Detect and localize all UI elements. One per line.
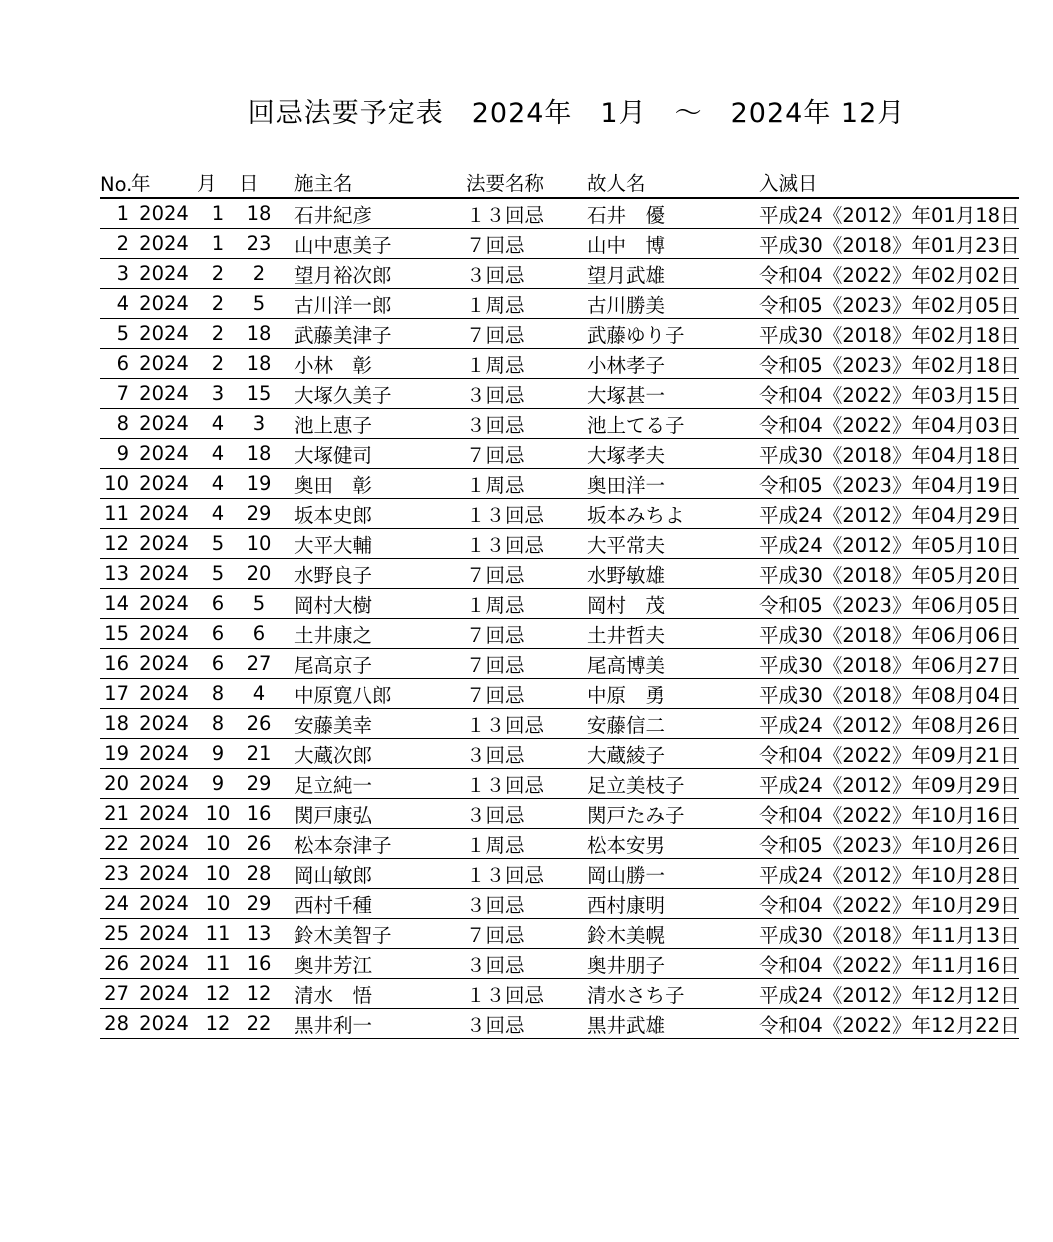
cell-host-name: 黒井利一 [279, 1009, 466, 1039]
cell-year: 2024 [131, 289, 197, 319]
cell-month: 4 [197, 439, 239, 469]
cell-month: 10 [197, 859, 239, 889]
cell-host-name: 岡村大樹 [279, 589, 466, 619]
cell-no: 7 [100, 379, 131, 409]
cell-host-name: 関戸康弘 [279, 799, 466, 829]
cell-day: 3 [239, 409, 279, 439]
table-row [100, 739, 1019, 769]
cell-host-name: 清水 悟 [279, 979, 466, 1009]
cell-no: 4 [100, 289, 131, 319]
cell-deceased-name: 中原 勇 [587, 679, 759, 709]
cell-host-name: 大塚健司 [279, 439, 466, 469]
cell-service-name: ３回忌 [466, 379, 587, 409]
cell-deceased-name: 山中 博 [587, 229, 759, 259]
cell-host-name: 大平大輔 [279, 529, 466, 559]
cell-host-name: 尾高京子 [279, 649, 466, 679]
cell-month: 11 [197, 919, 239, 949]
cell-day: 10 [239, 529, 279, 559]
cell-host-name: 古川洋一郎 [279, 289, 466, 319]
cell-year: 2024 [131, 889, 197, 919]
table-row [100, 379, 1019, 409]
cell-host-name: 武藤美津子 [279, 319, 466, 349]
table-row [100, 919, 1019, 949]
cell-year: 2024 [131, 649, 197, 679]
cell-no: 26 [100, 949, 131, 979]
cell-no: 5 [100, 319, 131, 349]
cell-service-name: ７回忌 [466, 229, 587, 259]
cell-death-date: 令和04《2022》年12月22日 [759, 1009, 1019, 1039]
cell-host-name: 安藤美幸 [279, 709, 466, 739]
cell-service-name: ７回忌 [466, 679, 587, 709]
cell-death-date: 令和04《2022》年10月16日 [759, 799, 1019, 829]
cell-year: 2024 [131, 499, 197, 529]
cell-day: 4 [239, 679, 279, 709]
cell-no: 1 [100, 198, 131, 229]
cell-host-name: 水野良子 [279, 559, 466, 589]
column-header-host: 施主名 [279, 166, 466, 198]
cell-year: 2024 [131, 919, 197, 949]
cell-day: 21 [239, 739, 279, 769]
cell-year: 2024 [131, 319, 197, 349]
cell-month: 2 [197, 349, 239, 379]
cell-deceased-name: 奥井朋子 [587, 949, 759, 979]
cell-deceased-name: 土井哲夫 [587, 619, 759, 649]
table-row [100, 559, 1019, 589]
cell-day: 28 [239, 859, 279, 889]
cell-no: 18 [100, 709, 131, 739]
cell-death-date: 平成30《2018》年05月20日 [759, 559, 1019, 589]
cell-month: 10 [197, 799, 239, 829]
cell-no: 25 [100, 919, 131, 949]
cell-day: 15 [239, 379, 279, 409]
cell-month: 1 [197, 229, 239, 259]
cell-day: 18 [239, 319, 279, 349]
cell-month: 5 [197, 529, 239, 559]
column-header-year: 年 [131, 166, 197, 198]
cell-death-date: 令和05《2023》年02月05日 [759, 289, 1019, 319]
cell-year: 2024 [131, 379, 197, 409]
cell-death-date: 平成24《2012》年01月18日 [759, 198, 1019, 229]
cell-no: 24 [100, 889, 131, 919]
table-row [100, 949, 1019, 979]
cell-service-name: ３回忌 [466, 889, 587, 919]
cell-month: 11 [197, 949, 239, 979]
table-header-row [100, 166, 1019, 198]
cell-host-name: 岡山敏郎 [279, 859, 466, 889]
cell-host-name: 西村千種 [279, 889, 466, 919]
cell-service-name: ７回忌 [466, 319, 587, 349]
cell-month: 2 [197, 259, 239, 289]
cell-month: 6 [197, 649, 239, 679]
cell-service-name: １３回忌 [466, 979, 587, 1009]
cell-day: 20 [239, 559, 279, 589]
cell-host-name: 坂本史郎 [279, 499, 466, 529]
cell-deceased-name: 大塚甚一 [587, 379, 759, 409]
cell-day: 26 [239, 709, 279, 739]
cell-host-name: 鈴木美智子 [279, 919, 466, 949]
cell-day: 18 [239, 439, 279, 469]
cell-year: 2024 [131, 979, 197, 1009]
cell-service-name: ７回忌 [466, 439, 587, 469]
cell-death-date: 令和04《2022》年02月02日 [759, 259, 1019, 289]
cell-host-name: 足立純一 [279, 769, 466, 799]
table-row [100, 349, 1019, 379]
cell-host-name: 小林 彰 [279, 349, 466, 379]
cell-no: 12 [100, 529, 131, 559]
cell-deceased-name: 関戸たみ子 [587, 799, 759, 829]
cell-host-name: 奥田 彰 [279, 469, 466, 499]
table-row [100, 769, 1019, 799]
cell-year: 2024 [131, 769, 197, 799]
cell-host-name: 土井康之 [279, 619, 466, 649]
cell-no: 9 [100, 439, 131, 469]
cell-day: 29 [239, 499, 279, 529]
cell-no: 16 [100, 649, 131, 679]
cell-no: 28 [100, 1009, 131, 1039]
cell-day: 2 [239, 259, 279, 289]
cell-death-date: 令和04《2022》年04月03日 [759, 409, 1019, 439]
table-row [100, 198, 1019, 229]
cell-day: 5 [239, 589, 279, 619]
cell-year: 2024 [131, 799, 197, 829]
cell-host-name: 池上恵子 [279, 409, 466, 439]
memorial-schedule-table [100, 166, 1019, 1039]
cell-service-name: ３回忌 [466, 409, 587, 439]
table-row [100, 529, 1019, 559]
cell-day: 23 [239, 229, 279, 259]
cell-year: 2024 [131, 829, 197, 859]
cell-month: 2 [197, 319, 239, 349]
cell-deceased-name: 望月武雄 [587, 259, 759, 289]
cell-death-date: 平成24《2012》年09月29日 [759, 769, 1019, 799]
cell-service-name: １周忌 [466, 589, 587, 619]
cell-no: 27 [100, 979, 131, 1009]
cell-service-name: ３回忌 [466, 259, 587, 289]
cell-service-name: １周忌 [466, 469, 587, 499]
cell-deceased-name: 足立美枝子 [587, 769, 759, 799]
cell-year: 2024 [131, 559, 197, 589]
cell-service-name: １３回忌 [466, 769, 587, 799]
cell-deceased-name: 鈴木美幌 [587, 919, 759, 949]
cell-death-date: 平成24《2012》年10月28日 [759, 859, 1019, 889]
cell-day: 29 [239, 769, 279, 799]
cell-death-date: 平成30《2018》年06月27日 [759, 649, 1019, 679]
cell-no: 23 [100, 859, 131, 889]
cell-deceased-name: 古川勝美 [587, 289, 759, 319]
cell-no: 15 [100, 619, 131, 649]
cell-deceased-name: 大蔵綾子 [587, 739, 759, 769]
cell-year: 2024 [131, 739, 197, 769]
cell-host-name: 松本奈津子 [279, 829, 466, 859]
table-row [100, 229, 1019, 259]
cell-death-date: 令和05《2023》年06月05日 [759, 589, 1019, 619]
table-row [100, 439, 1019, 469]
cell-year: 2024 [131, 409, 197, 439]
cell-death-date: 平成24《2012》年04月29日 [759, 499, 1019, 529]
cell-year: 2024 [131, 349, 197, 379]
cell-host-name: 大塚久美子 [279, 379, 466, 409]
cell-deceased-name: 大平常夫 [587, 529, 759, 559]
cell-deceased-name: 岡山勝一 [587, 859, 759, 889]
cell-no: 20 [100, 769, 131, 799]
cell-service-name: １３回忌 [466, 709, 587, 739]
cell-death-date: 平成30《2018》年02月18日 [759, 319, 1019, 349]
cell-no: 10 [100, 469, 131, 499]
cell-month: 12 [197, 1009, 239, 1039]
table-row [100, 859, 1019, 889]
cell-no: 11 [100, 499, 131, 529]
cell-year: 2024 [131, 529, 197, 559]
cell-month: 4 [197, 499, 239, 529]
cell-service-name: ７回忌 [466, 919, 587, 949]
table-row [100, 259, 1019, 289]
cell-death-date: 令和05《2023》年04月19日 [759, 469, 1019, 499]
cell-host-name: 望月裕次郎 [279, 259, 466, 289]
cell-host-name: 中原寛八郎 [279, 679, 466, 709]
cell-death-date: 平成30《2018》年01月23日 [759, 229, 1019, 259]
column-header-death-date: 入滅日 [759, 166, 1019, 198]
cell-deceased-name: 安藤信二 [587, 709, 759, 739]
cell-death-date: 平成30《2018》年04月18日 [759, 439, 1019, 469]
cell-year: 2024 [131, 619, 197, 649]
cell-day: 19 [239, 469, 279, 499]
cell-host-name: 大蔵次郎 [279, 739, 466, 769]
table-row [100, 289, 1019, 319]
cell-deceased-name: 武藤ゆり子 [587, 319, 759, 349]
table-row [100, 799, 1019, 829]
cell-death-date: 令和05《2023》年10月26日 [759, 829, 1019, 859]
cell-year: 2024 [131, 198, 197, 229]
cell-year: 2024 [131, 469, 197, 499]
cell-service-name: ３回忌 [466, 949, 587, 979]
cell-host-name: 石井紀彦 [279, 198, 466, 229]
cell-death-date: 平成24《2012》年12月12日 [759, 979, 1019, 1009]
cell-day: 29 [239, 889, 279, 919]
cell-death-date: 平成24《2012》年08月26日 [759, 709, 1019, 739]
cell-no: 21 [100, 799, 131, 829]
column-header-day: 日 [239, 166, 279, 198]
cell-no: 19 [100, 739, 131, 769]
cell-deceased-name: 清水さち子 [587, 979, 759, 1009]
cell-month: 8 [197, 709, 239, 739]
cell-deceased-name: 西村康明 [587, 889, 759, 919]
cell-host-name: 山中恵美子 [279, 229, 466, 259]
cell-year: 2024 [131, 709, 197, 739]
table-row [100, 319, 1019, 349]
cell-year: 2024 [131, 1009, 197, 1039]
cell-service-name: １３回忌 [466, 198, 587, 229]
cell-death-date: 令和04《2022》年09月21日 [759, 739, 1019, 769]
table-row [100, 499, 1019, 529]
table-body [100, 198, 1019, 1039]
table-row [100, 979, 1019, 1009]
cell-death-date: 令和04《2022》年03月15日 [759, 379, 1019, 409]
cell-deceased-name: 小林孝子 [587, 349, 759, 379]
table-row [100, 469, 1019, 499]
page-title: 回忌法要予定表 2024年 1月 ～ 2024年 12月 [247, 98, 906, 129]
cell-death-date: 平成30《2018》年11月13日 [759, 919, 1019, 949]
cell-service-name: ３回忌 [466, 799, 587, 829]
cell-month: 12 [197, 979, 239, 1009]
table-row [100, 679, 1019, 709]
cell-month: 4 [197, 409, 239, 439]
cell-month: 5 [197, 559, 239, 589]
cell-deceased-name: 尾高博美 [587, 649, 759, 679]
cell-month: 2 [197, 289, 239, 319]
cell-death-date: 平成24《2012》年05月10日 [759, 529, 1019, 559]
cell-service-name: ７回忌 [466, 559, 587, 589]
cell-death-date: 平成30《2018》年06月06日 [759, 619, 1019, 649]
cell-deceased-name: 石井 優 [587, 198, 759, 229]
cell-day: 27 [239, 649, 279, 679]
cell-year: 2024 [131, 229, 197, 259]
cell-month: 6 [197, 589, 239, 619]
cell-day: 16 [239, 799, 279, 829]
cell-death-date: 平成30《2018》年08月04日 [759, 679, 1019, 709]
cell-service-name: １周忌 [466, 289, 587, 319]
cell-month: 10 [197, 889, 239, 919]
cell-month: 4 [197, 469, 239, 499]
cell-deceased-name: 黒井武雄 [587, 1009, 759, 1039]
column-header-deceased: 故人名 [587, 166, 759, 198]
cell-death-date: 令和04《2022》年10月29日 [759, 889, 1019, 919]
cell-day: 12 [239, 979, 279, 1009]
cell-service-name: １３回忌 [466, 499, 587, 529]
cell-deceased-name: 池上てる子 [587, 409, 759, 439]
cell-deceased-name: 大塚孝夫 [587, 439, 759, 469]
cell-day: 18 [239, 198, 279, 229]
cell-no: 14 [100, 589, 131, 619]
cell-service-name: ７回忌 [466, 649, 587, 679]
cell-no: 22 [100, 829, 131, 859]
column-header-month: 月 [197, 166, 239, 198]
cell-day: 18 [239, 349, 279, 379]
cell-no: 13 [100, 559, 131, 589]
table-row [100, 889, 1019, 919]
cell-year: 2024 [131, 859, 197, 889]
cell-no: 17 [100, 679, 131, 709]
cell-month: 1 [197, 198, 239, 229]
cell-deceased-name: 奥田洋一 [587, 469, 759, 499]
cell-year: 2024 [131, 589, 197, 619]
cell-month: 8 [197, 679, 239, 709]
cell-death-date: 令和04《2022》年11月16日 [759, 949, 1019, 979]
column-header-no: No. [100, 166, 131, 198]
cell-service-name: １周忌 [466, 829, 587, 859]
cell-no: 3 [100, 259, 131, 289]
cell-no: 6 [100, 349, 131, 379]
cell-service-name: ７回忌 [466, 619, 587, 649]
cell-service-name: ３回忌 [466, 1009, 587, 1039]
cell-day: 13 [239, 919, 279, 949]
cell-no: 8 [100, 409, 131, 439]
cell-day: 22 [239, 1009, 279, 1039]
table-row [100, 649, 1019, 679]
cell-month: 9 [197, 769, 239, 799]
cell-no: 2 [100, 229, 131, 259]
table-row [100, 589, 1019, 619]
cell-year: 2024 [131, 259, 197, 289]
cell-deceased-name: 水野敏雄 [587, 559, 759, 589]
cell-service-name: １３回忌 [466, 859, 587, 889]
table-row [100, 1009, 1019, 1039]
cell-host-name: 奥井芳江 [279, 949, 466, 979]
cell-day: 5 [239, 289, 279, 319]
cell-month: 6 [197, 619, 239, 649]
cell-year: 2024 [131, 949, 197, 979]
table-row [100, 709, 1019, 739]
cell-month: 3 [197, 379, 239, 409]
cell-service-name: １３回忌 [466, 529, 587, 559]
table-row [100, 829, 1019, 859]
cell-deceased-name: 坂本みちよ [587, 499, 759, 529]
cell-day: 16 [239, 949, 279, 979]
cell-service-name: １周忌 [466, 349, 587, 379]
cell-month: 9 [197, 739, 239, 769]
cell-death-date: 令和05《2023》年02月18日 [759, 349, 1019, 379]
cell-year: 2024 [131, 679, 197, 709]
cell-service-name: ３回忌 [466, 739, 587, 769]
cell-month: 10 [197, 829, 239, 859]
cell-day: 6 [239, 619, 279, 649]
cell-year: 2024 [131, 439, 197, 469]
column-header-service: 法要名称 [466, 166, 587, 198]
cell-deceased-name: 松本安男 [587, 829, 759, 859]
cell-deceased-name: 岡村 茂 [587, 589, 759, 619]
table-row [100, 619, 1019, 649]
table-row [100, 409, 1019, 439]
cell-day: 26 [239, 829, 279, 859]
